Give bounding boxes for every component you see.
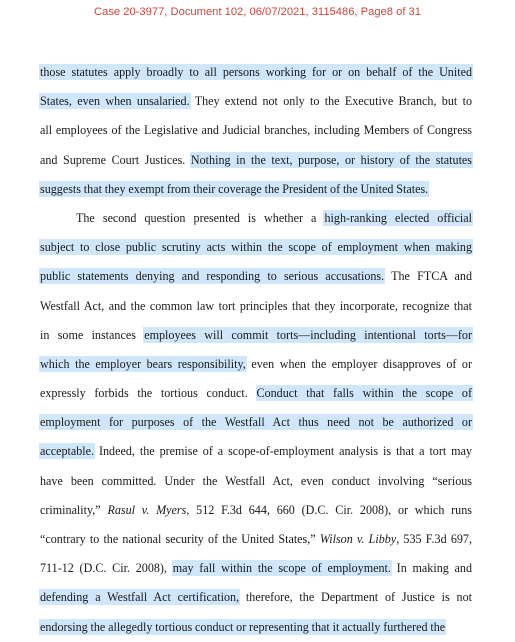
case-citation: Rasul v. Myers bbox=[107, 502, 187, 517]
highlighted-text: those statutes apply broadly to all persons working for or on behalf of the United bbox=[40, 65, 472, 79]
highlighted-text: high-ranking elected official bbox=[324, 210, 473, 225]
highlighted-text: suggests that they exempt from their coverage the President of the United States. bbox=[40, 181, 429, 196]
text-line bbox=[40, 554, 472, 583]
text-line bbox=[40, 525, 472, 554]
document-body bbox=[40, 58, 472, 642]
text-line bbox=[40, 408, 472, 437]
text-run: Indeed, the premise of a scope-of-employment analysis is that a tort may bbox=[94, 444, 472, 459]
text-run: have been committed. Under the Westfall Act, even conduct involving “serious bbox=[40, 473, 472, 488]
text-run: expressly forbids the tortious conduct. bbox=[40, 386, 257, 401]
text-line bbox=[40, 321, 472, 350]
highlighted-text: States, even when unsalaried. bbox=[40, 94, 190, 109]
text-line bbox=[40, 233, 472, 262]
highlighted-text: Conduct that falls within the scope of bbox=[256, 386, 472, 401]
highlighted-text: subject to close public scrutiny acts within the scope of employment when making bbox=[40, 240, 472, 255]
text-line bbox=[40, 204, 472, 233]
text-line bbox=[40, 379, 472, 408]
text-run: “contrary to the national security of the United States,” bbox=[40, 532, 320, 546]
text-line bbox=[40, 292, 472, 321]
highlighted-text: employees will commit torts—including intentional torts—for bbox=[144, 327, 472, 342]
highlighted-text: may fall within the scope of employment. bbox=[172, 561, 391, 576]
text-run: They extend not only to the Executive Branch, but to bbox=[189, 94, 472, 109]
text-line bbox=[40, 58, 472, 87]
text-line bbox=[40, 146, 472, 175]
text-line bbox=[40, 350, 472, 379]
case-citation: Wilson v. Libby bbox=[319, 532, 397, 546]
text-run: 711-12 (D.C. Cir. 2008), bbox=[40, 561, 173, 576]
highlighted-text: defending a Westfall Act certification, bbox=[40, 590, 240, 605]
highlighted-text: employment for purposes of the Westfall Act thus need not be authorized or bbox=[40, 415, 472, 430]
text-line bbox=[40, 496, 472, 525]
text-line bbox=[40, 437, 472, 466]
text-run: in some instances bbox=[40, 327, 145, 342]
text-line bbox=[40, 116, 472, 145]
text-run: , 512 F.3d 644, 660 (D.C. Cir. 2008), or which runs bbox=[186, 502, 472, 517]
text-run: Westfall Act, and the common law tort principles that they incorporate, recognize that bbox=[40, 298, 472, 313]
highlighted-text: Nothing in the text, purpose, or history of the statutes bbox=[190, 152, 473, 167]
text-line bbox=[40, 87, 472, 116]
text-line bbox=[40, 467, 472, 496]
text-run: all employees of the Legislative and Judicial branches, including Members of Congress bbox=[40, 123, 472, 138]
text-run: The second question presented is whether a bbox=[76, 210, 325, 225]
highlighted-text: endorsing the allegedly tortious conduct or representing that it actually furthered the bbox=[40, 619, 446, 634]
text-line bbox=[40, 613, 472, 642]
highlighted-text: public statements denying and responding to serious accusations. bbox=[40, 269, 385, 284]
text-line bbox=[40, 583, 472, 612]
text-run: , 535 F.3d 697, bbox=[396, 532, 472, 546]
text-run: criminality,” bbox=[40, 502, 108, 517]
text-run: The FTCA and bbox=[384, 269, 472, 284]
text-line bbox=[40, 262, 472, 291]
text-line bbox=[40, 175, 472, 204]
case-header: Case 20-3977, Document 102, 06/07/2021, 3115486, Page8 of 31 bbox=[94, 6, 421, 18]
text-run: and Supreme Court Justices. bbox=[40, 152, 191, 167]
highlighted-text: which the employer bears responsibility, bbox=[40, 356, 246, 371]
highlighted-text: acceptable. bbox=[40, 444, 95, 459]
text-run: In making and bbox=[390, 561, 472, 576]
text-run: even when the employer disapproves of or bbox=[245, 356, 473, 371]
text-run: therefore, the Department of Justice is not bbox=[239, 590, 472, 605]
